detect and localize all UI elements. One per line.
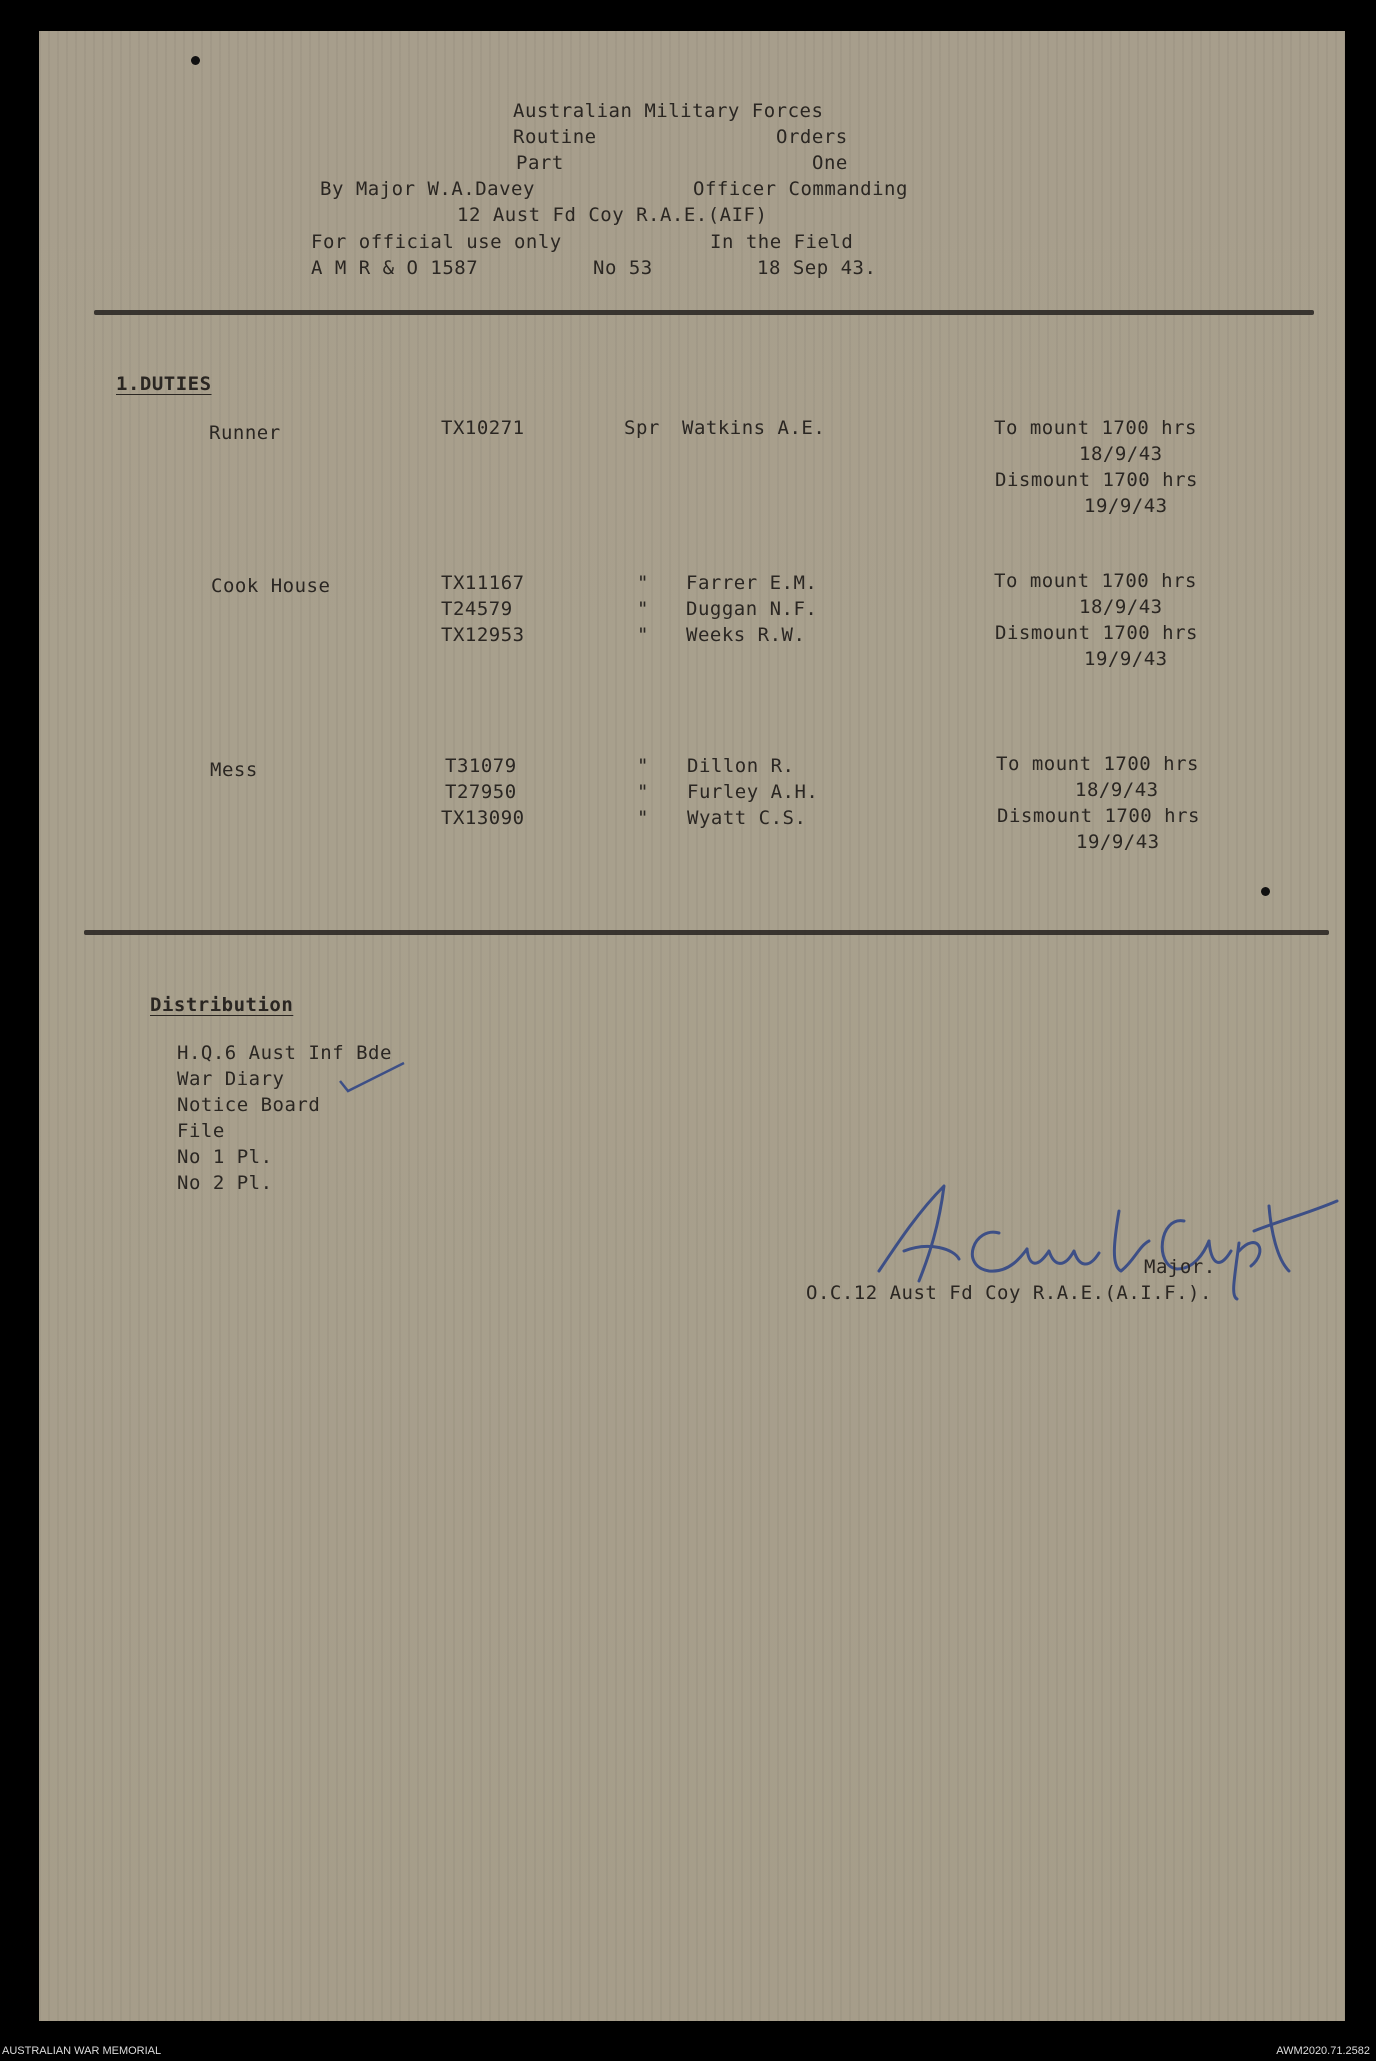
header-reference: A M R & O 1587 xyxy=(311,257,479,279)
dismount-date: 19/9/43 xyxy=(1084,648,1168,670)
tick-mark-icon xyxy=(334,1059,414,1095)
mount-time: To mount 1700 hrs xyxy=(994,417,1197,439)
distribution-heading: Distribution xyxy=(150,994,294,1016)
rank: " xyxy=(637,807,649,829)
soldier-name: Furley A.H. xyxy=(687,781,819,803)
archive-reference: AWM2020.71.2582 xyxy=(1276,2045,1370,2057)
mount-date: 18/9/43 xyxy=(1079,443,1163,465)
mount-time: To mount 1700 hrs xyxy=(996,753,1199,775)
header-location: In the Field xyxy=(710,231,854,253)
service-number: TX10271 xyxy=(441,417,525,439)
service-number: T31079 xyxy=(445,755,517,777)
duty-name: Cook House xyxy=(211,575,331,597)
soldier-name: Dillon R. xyxy=(687,755,795,777)
ink-speck xyxy=(1261,887,1270,896)
header-divider xyxy=(94,310,1314,315)
signatory-unit: O.C.12 Aust Fd Coy R.A.E.(A.I.F.). xyxy=(806,1282,1212,1304)
header-part-number: One xyxy=(812,152,848,174)
rank: " xyxy=(637,598,649,620)
header-order-number: No 53 xyxy=(593,257,653,279)
service-number: TX11167 xyxy=(441,572,525,594)
distribution-item: Notice Board xyxy=(177,1094,321,1116)
header-date: 18 Sep 43. xyxy=(757,257,877,279)
service-number: TX12953 xyxy=(441,624,525,646)
mount-date: 18/9/43 xyxy=(1079,596,1163,618)
soldier-name: Watkins A.E. xyxy=(682,417,826,439)
rank: Spr xyxy=(624,417,660,439)
dismount-date: 19/9/43 xyxy=(1076,831,1160,853)
header-unit: 12 Aust Fd Coy R.A.E.(AIF) xyxy=(457,204,768,226)
distribution-item: File xyxy=(177,1120,225,1142)
soldier-name: Duggan N.F. xyxy=(686,598,818,620)
rank: " xyxy=(637,572,649,594)
mount-time: To mount 1700 hrs xyxy=(994,570,1197,592)
header-title: Australian Military Forces xyxy=(513,100,824,122)
service-number: T27950 xyxy=(445,781,517,803)
service-number: TX13090 xyxy=(441,807,525,829)
section-divider xyxy=(84,930,1329,935)
distribution-item: War Diary xyxy=(177,1068,285,1090)
document-page xyxy=(39,31,1345,2021)
dismount-time: Dismount 1700 hrs xyxy=(995,469,1198,491)
archive-label: AUSTRALIAN WAR MEMORIAL xyxy=(2,2045,162,2057)
distribution-item: No 2 Pl. xyxy=(177,1172,273,1194)
rank: " xyxy=(637,781,649,803)
dismount-time: Dismount 1700 hrs xyxy=(995,622,1198,644)
header-officer-commanding: Officer Commanding xyxy=(693,178,908,200)
duty-name: Runner xyxy=(209,422,281,444)
soldier-name: Weeks R.W. xyxy=(686,624,806,646)
rank: " xyxy=(637,755,649,777)
header-routine: Routine xyxy=(513,126,597,148)
header-orders: Orders xyxy=(776,126,848,148)
dismount-date: 19/9/43 xyxy=(1084,495,1168,517)
dismount-time: Dismount 1700 hrs xyxy=(997,805,1200,827)
header-part: Part xyxy=(516,152,564,174)
signatory-rank: Major. xyxy=(1144,1256,1216,1278)
distribution-item: H.Q.6 Aust Inf Bde xyxy=(177,1042,392,1064)
ink-speck xyxy=(191,56,200,65)
duty-name: Mess xyxy=(210,759,258,781)
duties-heading: 1.DUTIES xyxy=(116,373,212,395)
header-classification: For official use only xyxy=(311,231,562,253)
soldier-name: Farrer E.M. xyxy=(686,572,818,594)
service-number: T24579 xyxy=(441,598,513,620)
distribution-item: No 1 Pl. xyxy=(177,1146,273,1168)
rank: " xyxy=(637,624,649,646)
mount-date: 18/9/43 xyxy=(1075,779,1159,801)
header-issued-by: By Major W.A.Davey xyxy=(320,178,535,200)
soldier-name: Wyatt C.S. xyxy=(687,807,807,829)
